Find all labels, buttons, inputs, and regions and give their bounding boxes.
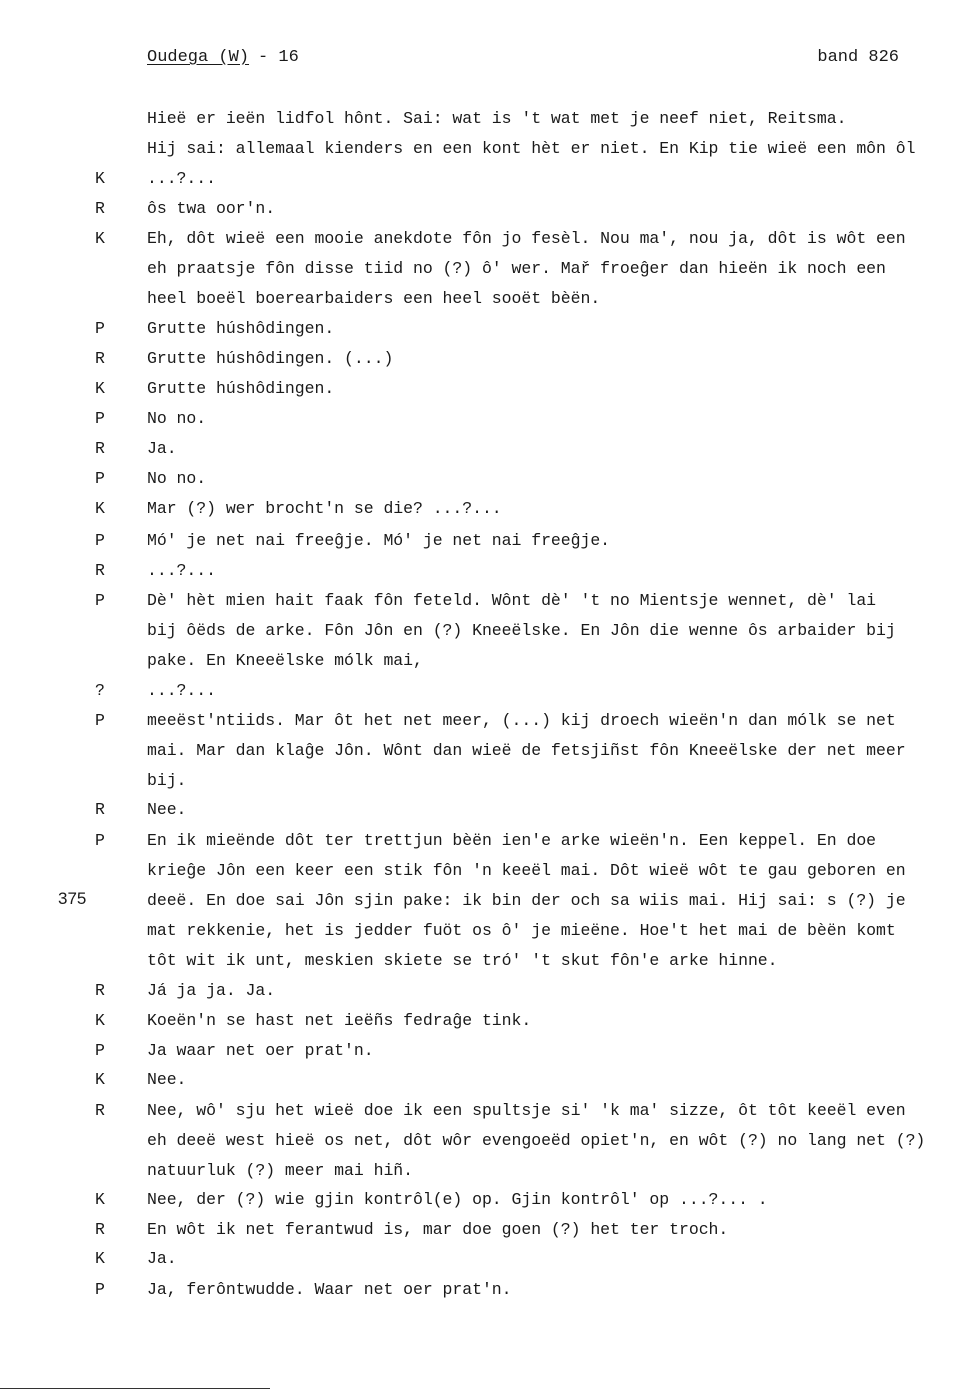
utterance-text: heel boeël boerearbaiders een heel sooët bèën. xyxy=(147,289,601,308)
utterance-text: Grutte húshôdingen. (...) xyxy=(147,349,394,368)
transcript-line xyxy=(0,891,979,921)
utterance-text: Mó' je net nai freeĝje. Mó' je net nai freeĝje. xyxy=(147,531,611,550)
speaker-label: R xyxy=(95,1101,105,1120)
utterance-text: No no. xyxy=(147,469,207,488)
transcript-line xyxy=(0,771,979,801)
speaker-label: K xyxy=(95,499,105,518)
transcript-line xyxy=(0,379,979,409)
utterance-text: Ja. xyxy=(147,1249,177,1268)
transcript-line xyxy=(0,531,979,561)
utterance-text: Nee, wô' sju het wieë doe ik een spultsje si' 'k ma' sizze, ôt tôt keeël even xyxy=(147,1101,906,1120)
speaker-label: P xyxy=(95,319,105,338)
speaker-label: K xyxy=(95,1249,105,1268)
transcript-line xyxy=(0,1070,979,1100)
transcript-line xyxy=(0,289,979,319)
utterance-text: Koeën'n se hast net ieëñs fedraĝe tink. xyxy=(147,1011,532,1030)
utterance-text: bij ôëds de arke. Fôn Jôn en (?) Kneeëlske. En Jôn die wenne ôs arbaider bij xyxy=(147,621,896,640)
transcript-line xyxy=(0,1161,979,1191)
utterance-text: Ja, ferôntwudde. Waar net oer prat'n. xyxy=(147,1280,512,1299)
page-number: - 16 xyxy=(258,48,299,67)
transcript-line xyxy=(0,681,979,711)
band-number: band 826 xyxy=(817,48,899,67)
speaker-label: R xyxy=(95,349,105,368)
utterance-text: Já ja ja. Ja. xyxy=(147,981,276,1000)
speaker-label: R xyxy=(95,981,105,1000)
speaker-label: R xyxy=(95,561,105,580)
speaker-label: P xyxy=(95,831,105,850)
speaker-label: K xyxy=(95,169,105,188)
utterance-text: eh praatsje fôn disse tiid no (?) ô' wer. Mař froeĝer dan hieën ik noch een xyxy=(147,259,886,278)
speaker-label: P xyxy=(95,1041,105,1060)
utterance-text: Nee, der (?) wie gjin kontrôl(e) op. Gjin kontrôl' op ...?... . xyxy=(147,1190,768,1209)
transcript-line xyxy=(0,981,979,1011)
utterance-text: Hij sai: allemaal kienders en een kont hèt er niet. En Kip tie wieë een môn ôl xyxy=(147,139,916,158)
transcript-line xyxy=(0,621,979,651)
utterance-text: Hieë er ieën lidfol hônt. Sai: wat is 't wat met je neef niet, Reitsma. xyxy=(147,109,847,128)
utterance-text: meeëst'ntiids. Mar ôt het net meer, (...) kij droech wieën'n dan mólk se net xyxy=(147,711,896,730)
transcript-line xyxy=(0,1101,979,1131)
utterance-text: Grutte húshôdingen. xyxy=(147,319,335,338)
speaker-label: P xyxy=(95,469,105,488)
transcript-line xyxy=(0,861,979,891)
transcript-line xyxy=(0,711,979,741)
transcript-line xyxy=(0,499,979,529)
transcript-line xyxy=(0,109,979,139)
transcript-line xyxy=(0,831,979,861)
utterance-text: ...?... xyxy=(147,561,216,580)
utterance-text: krieĝe Jôn een keer een stik fôn 'n keeël mai. Dôt wieë wôt te gau geboren en xyxy=(147,861,906,880)
utterance-text: En wôt ik net ferantwud is, mar doe goen (?) het ter troch. xyxy=(147,1220,729,1239)
transcript-line xyxy=(0,591,979,621)
speaker-label: K xyxy=(95,1070,105,1089)
utterance-text: Nee. xyxy=(147,800,187,819)
utterance-text: mat rekkenie, het is jedder fuöt os ô' je mieëne. Hoe't het mai de bèën komt xyxy=(147,921,896,940)
footer-divider xyxy=(0,1388,270,1389)
speaker-label: K xyxy=(95,379,105,398)
transcript-line xyxy=(0,800,979,830)
speaker-label: P xyxy=(95,409,105,428)
transcript-line xyxy=(0,139,979,169)
utterance-text: Nee. xyxy=(147,1070,187,1089)
utterance-text: En ik mieënde dôt ter trettjun bèën ien'e arke wieën'n. Een keppel. En doe xyxy=(147,831,877,850)
speaker-label: K xyxy=(95,1190,105,1209)
speaker-label: R xyxy=(95,439,105,458)
transcript-line xyxy=(0,439,979,469)
utterance-text: deeë. En doe sai Jôn sjin pake: ik bin der och sa wiis mai. Hij sai: s (?) je xyxy=(147,891,906,910)
transcript-line xyxy=(0,1249,979,1279)
transcript-line xyxy=(0,169,979,199)
transcript-line xyxy=(0,1190,979,1220)
speaker-label: K xyxy=(95,229,105,248)
transcript-line xyxy=(0,409,979,439)
utterance-text: Grutte húshôdingen. xyxy=(147,379,335,398)
transcript-line xyxy=(0,1011,979,1041)
utterance-text: eh deeë west hieë os net, dôt wôr evengoeëd opiet'n, en wôt (?) no lang net (?) xyxy=(147,1131,926,1150)
transcript-line xyxy=(0,319,979,349)
transcript-line xyxy=(0,349,979,379)
speaker-label: P xyxy=(95,591,105,610)
utterance-text: mai. Mar dan klaĝe Jôn. Wônt dan wieë de fetsjiñst fôn Kneeëlske der net meer xyxy=(147,741,906,760)
utterance-text: ...?... xyxy=(147,681,216,700)
utterance-text: Eh, dôt wieë een mooie anekdote fôn jo fesèl. Nou ma', nou ja, dôt is wôt een xyxy=(147,229,906,248)
utterance-text: natuurluk (?) meer mai hiñ. xyxy=(147,1161,413,1180)
transcript-line xyxy=(0,199,979,229)
utterance-text: No no. xyxy=(147,409,207,428)
utterance-text: Ja. xyxy=(147,439,177,458)
utterance-text: tôt wit ik unt, meskien skiete se tró' 't skut fôn'e arke hinne. xyxy=(147,951,778,970)
utterance-text: ...?... xyxy=(147,169,216,188)
transcript-line xyxy=(0,951,979,981)
utterance-text: bij. xyxy=(147,771,187,790)
transcript-line xyxy=(0,1220,979,1250)
utterance-text: Ja waar net oer prat'n. xyxy=(147,1041,374,1060)
speaker-label: R xyxy=(95,1220,105,1239)
speaker-label: R xyxy=(95,800,105,819)
transcript-line xyxy=(0,921,979,951)
transcript-line xyxy=(0,1131,979,1161)
margin-counter: 375 xyxy=(58,889,87,908)
transcript-line xyxy=(0,1280,979,1310)
utterance-text: pake. En Kneeëlske mólk mai, xyxy=(147,651,423,670)
transcript-line xyxy=(0,561,979,591)
speaker-label: P xyxy=(95,1280,105,1299)
utterance-text: ôs twa oor'n. xyxy=(147,199,276,218)
speaker-label: ? xyxy=(95,681,105,700)
speaker-label: R xyxy=(95,199,105,218)
speaker-label: P xyxy=(95,531,105,550)
transcript-line xyxy=(0,741,979,771)
transcript-line xyxy=(0,651,979,681)
utterance-text: Dè' hèt mien hait faak fôn feteld. Wônt dè' 't no Mientsje wennet, dè' lai xyxy=(147,591,877,610)
speaker-label: K xyxy=(95,1011,105,1030)
document-title: Oudega (W) xyxy=(147,48,250,67)
transcript-line xyxy=(0,229,979,259)
transcript-line xyxy=(0,469,979,499)
transcript-line xyxy=(0,1041,979,1071)
speaker-label: P xyxy=(95,711,105,730)
transcript-line xyxy=(0,259,979,289)
utterance-text: Mar (?) wer brocht'n se die? ...?... xyxy=(147,499,502,518)
